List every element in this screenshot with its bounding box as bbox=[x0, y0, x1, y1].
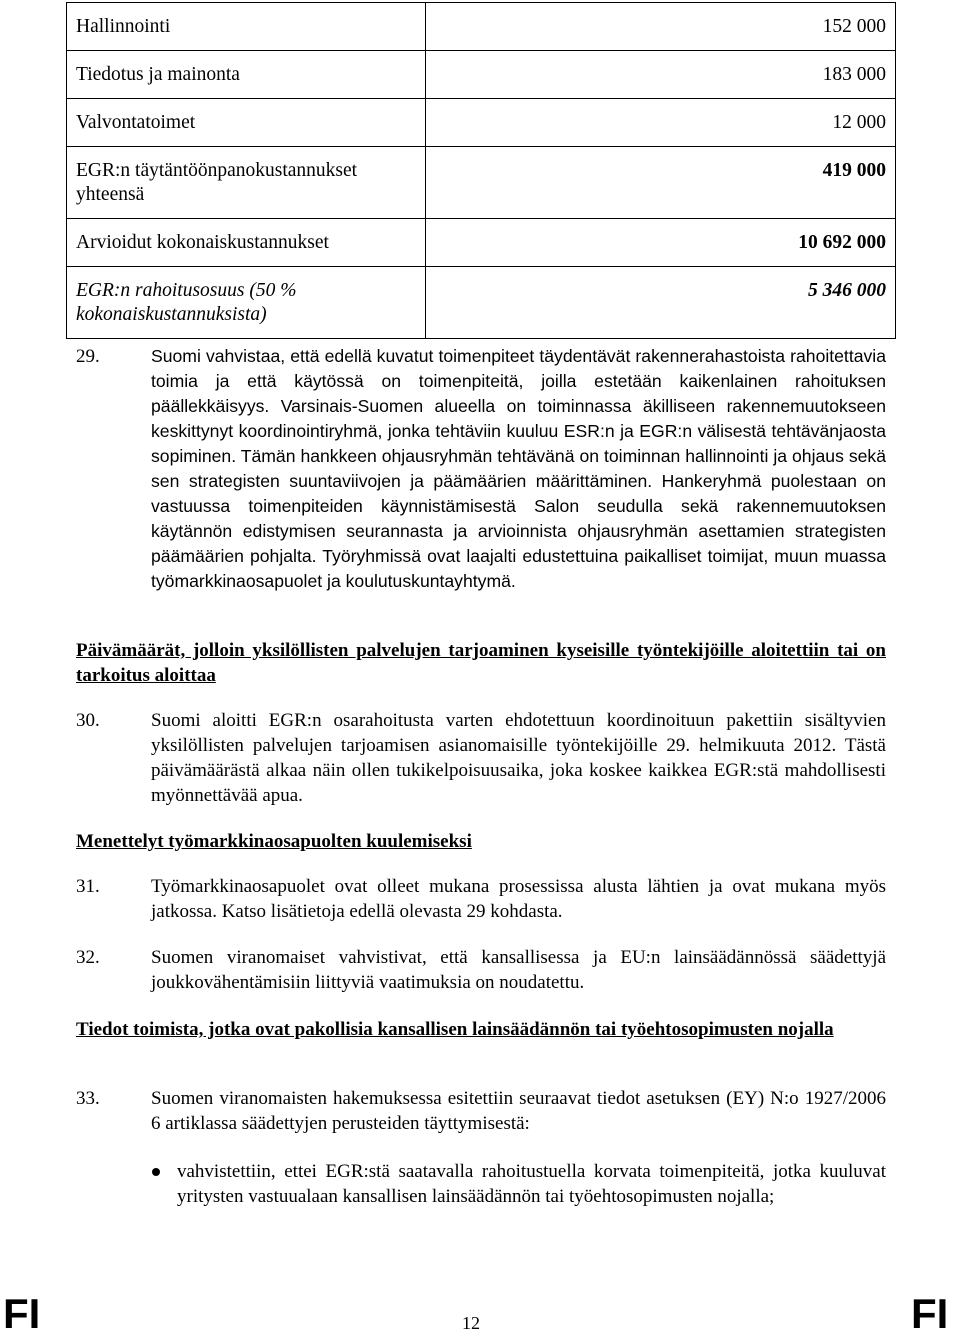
bullet-item bbox=[150, 1159, 886, 1209]
paragraph-number: 31. bbox=[76, 876, 100, 897]
table-row-subtotal bbox=[67, 147, 896, 219]
table-row-egf-contribution bbox=[67, 267, 896, 339]
row-label: Valvontatoimet bbox=[67, 99, 426, 147]
bullet-dot-icon bbox=[152, 1168, 160, 1176]
paragraph-33 bbox=[76, 1086, 886, 1136]
row-label: EGR:n täytäntöönpanokustannukset yhteensä bbox=[67, 147, 426, 219]
paragraph-text: Suomi aloitti EGR:n osarahoitusta varten ehdotettuun koordinoituun pakettiin sisältyvien yksilöllisten palvelujen tarjoamisen asianomaisille työntekijöille 29. helmikuuta 2012. Tästä päivämäärästä alkaa näin ollen tukikelpoisuusaika, joka koskee kaikkea EGR:stä mahdollisesti myönnettävää apua. bbox=[151, 710, 886, 806]
section-heading-mandatory-measures: Tiedot toimista, jotka ovat pakollisia kansallisen lainsäädännön tai työehtosopimusten nojalla bbox=[76, 1019, 834, 1040]
paragraph-number: 29. bbox=[76, 346, 100, 367]
paragraph-31 bbox=[76, 874, 886, 924]
row-value: 183 000 bbox=[426, 51, 896, 99]
row-label: Tiedotus ja mainonta bbox=[67, 51, 426, 99]
row-label: Hallinnointi bbox=[67, 3, 426, 51]
section-heading-dates: Päivämäärät, jolloin yksilöllisten palvelujen tarjoaminen kyseisille työntekijöille aloitettiin tai on tarkoitus aloittaa bbox=[76, 640, 886, 686]
paragraph-number: 33. bbox=[76, 1088, 100, 1109]
paragraph-text: Suomen viranomaiset vahvistivat, että kansallisessa ja EU:n lainsäädännössä säädettyjä joukkovähentämisiin liittyviä vaatimuksia on noudatettu. bbox=[151, 947, 886, 993]
paragraph-number: 32. bbox=[76, 947, 100, 968]
paragraph-text: Työmarkkinaosapuolet ovat olleet mukana prosessissa alusta lähtien ja ovat mukana myös jatkossa. Katso lisätietoja edellä olevasta 29 kohdasta. bbox=[151, 876, 886, 922]
paragraph-text: Suomen viranomaisten hakemuksessa esitettiin seuraavat tiedot asetuksen (EY) N:o 1927/2006 6 artiklassa säädettyjen perusteiden täyttymisestä: bbox=[151, 1088, 886, 1134]
row-value: 12 000 bbox=[426, 99, 896, 147]
table-row bbox=[67, 51, 896, 99]
bullet-text: vahvistettiin, ettei EGR:stä saatavalla rahoitustuella korvata toimenpiteitä, jotka kuuluvat yritysten vastuualaan kansallisen lainsäädännön tai työehtosopimusten nojalla; bbox=[177, 1161, 886, 1207]
paragraph-number: 30. bbox=[76, 710, 100, 731]
row-value: 10 692 000 bbox=[426, 219, 896, 267]
paragraph-30 bbox=[76, 708, 886, 808]
table-row bbox=[67, 99, 896, 147]
paragraph-32 bbox=[76, 945, 886, 995]
footer-language-code-right: FI bbox=[911, 1290, 949, 1337]
section-heading-consultation: Menettelyt työmarkkinaosapuolten kuulemiseksi bbox=[76, 831, 472, 852]
row-value: 5 346 000 bbox=[426, 267, 896, 339]
row-label: EGR:n rahoitusosuus (50 % kokonaiskustannuksista) bbox=[67, 267, 426, 339]
paragraph-text: Suomi vahvistaa, että edellä kuvatut toimenpiteet täydentävät rakennerahastoista rahoitettavia toimia ja että käytössä on toimenpiteitä, joilla estetään kaikenlainen rahoituksen päällekkäisyys. Varsinais-Suomen alueella on toiminnassa äkilliseen rakennemuutokseen keskittynyt koordinointiryhmä, jonka tehtäviin kuuluu ESR:n ja EGR:n välisestä tehtävänjaosta sopiminen. Tämän hankkeen ohjausryhmän tehtävänä on toiminnan hallinnointi ja ohjaus sekä sen strategisten suuntaviivojen ja päämäärien määrittäminen. Hankeryhmä puolestaan on vastuussa toimenpiteiden käynnistämisestä Salon seudulla sekä rakennemuutoksen käytännön edistymisen seurannasta ja arvioinnista ohjausryhmän asettamien strategisten päämäärien pohjalta. Työryhmissä ovat laajalti edustettuina paikalliset toimijat, muun muassa työmarkkinaosapuolet ja koulutuskuntayhtymä. bbox=[151, 346, 886, 591]
footer-language-code-left: FI bbox=[3, 1290, 41, 1337]
page-number: 12 bbox=[462, 1313, 480, 1333]
row-value: 419 000 bbox=[426, 147, 896, 219]
row-label: Arvioidut kokonaiskustannukset bbox=[67, 219, 426, 267]
table-row bbox=[67, 3, 896, 51]
table-row-total bbox=[67, 219, 896, 267]
paragraph-29 bbox=[76, 344, 886, 594]
cost-table bbox=[66, 2, 896, 339]
row-value: 152 000 bbox=[426, 3, 896, 51]
